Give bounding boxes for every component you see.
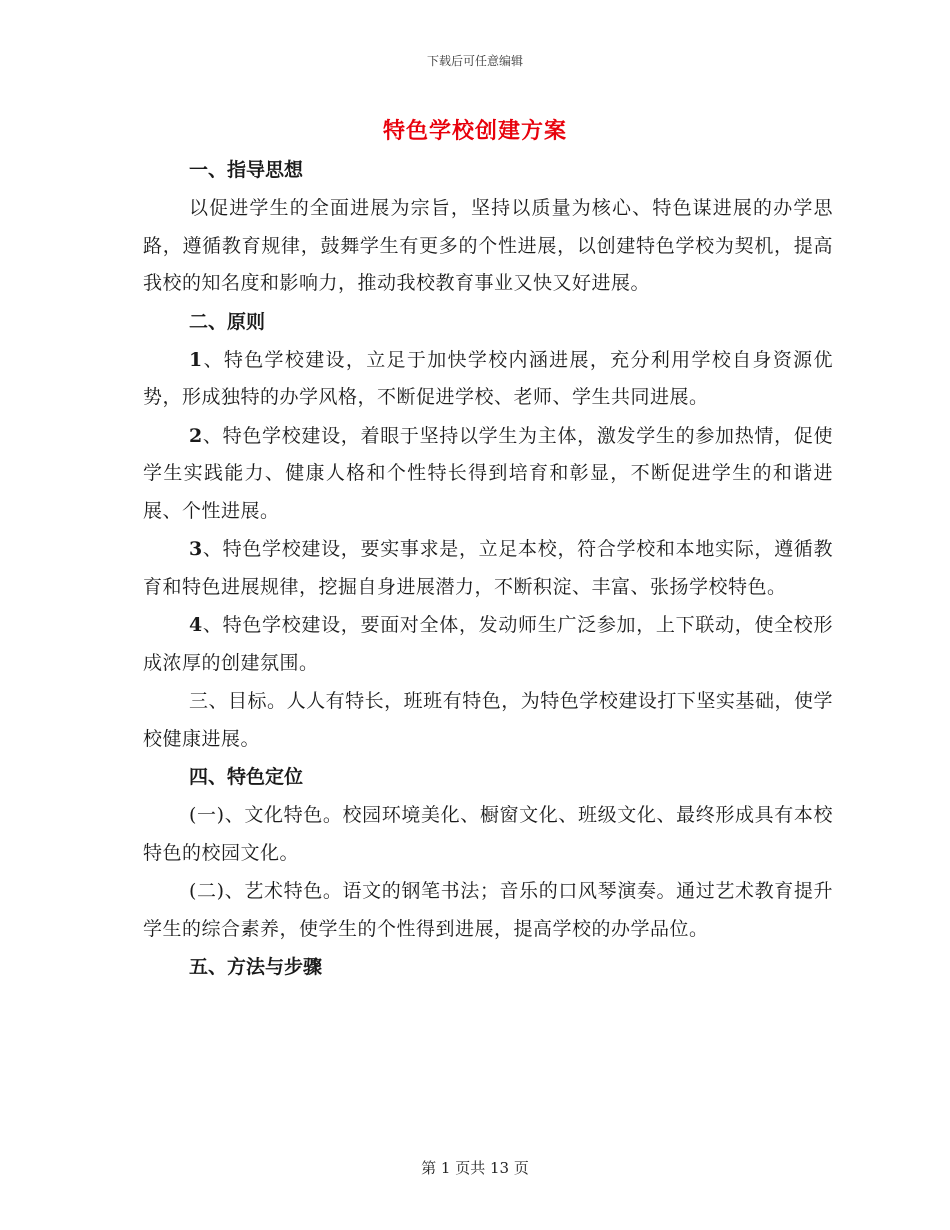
principle-text: 、特色学校建设，要实事求是，立足本校，符合学校和本地实际，遵循教育和特色进展规律，挖掘自身进展潜力，不断积淀、丰富、张扬学校特色。: [143, 538, 833, 598]
page-header: 下载后可任意编辑: [426, 54, 523, 68]
page-footer: 第 1 页共 13 页: [421, 1159, 529, 1177]
paragraph-principle-2: [143, 418, 833, 531]
paragraph-principle-4: [143, 607, 833, 682]
paragraph-principle-3: [143, 531, 833, 606]
document-title: 特色学校创建方案: [382, 118, 567, 144]
principle-number: 4: [189, 614, 203, 636]
principle-text: 、特色学校建设，要面对全体，发动师生广泛参加，上下联动，使全校形成浓厚的创建氛围。: [143, 614, 833, 674]
principle-text: 、特色学校建设，着眼于坚持以学生为主体，激发学生的参加热情，促使学生实践能力、健康人格和个性特长得到培育和彰显，不断促进学生的和谐进展、个性进展。: [143, 424, 833, 522]
principle-number: 2: [189, 424, 203, 447]
paragraph-principle-1: [143, 342, 833, 417]
document-body: [143, 152, 833, 987]
section-heading-positioning: 四、特色定位: [189, 766, 304, 788]
principle-number: 1: [189, 348, 203, 371]
principle-text: 、特色学校建设，立足于加快学校内涵进展，充分利用学校自身资源优势，形成独特的办学风格，不断促进学校、老师、学生共同进展。: [143, 348, 833, 408]
section-heading-guiding-ideology: 一、指导思想: [189, 159, 304, 181]
principle-number: 3: [189, 538, 203, 560]
paragraph-culture-feature: (一)、文化特色。校园环境美化、橱窗文化、班级文化、最终形成具有本校特色的校园文化。: [143, 804, 833, 864]
section-heading-methods: 五、方法与步骤: [189, 956, 323, 978]
paragraph-art-feature: (二)、艺术特色。语文的钢笔书法；音乐的口风琴演奏。通过艺术教育提升学生的综合素养，使学生的个性得到进展，提高学校的办学品位。: [143, 880, 833, 940]
paragraph-guiding-ideology: 以促进学生的全面进展为宗旨，坚持以质量为核心、特色谋进展的办学思路，遵循教育规律，鼓舞学生有更多的个性进展，以创建特色学校为契机，提高我校的知名度和影响力，推动我校教育事业又快又好进展。: [143, 197, 833, 294]
section-heading-principles: 二、原则: [189, 310, 266, 333]
paragraph-goals: 三、目标。人人有特长，班班有特色，为特色学校建设打下坚实基础，使学校健康进展。: [143, 690, 833, 750]
